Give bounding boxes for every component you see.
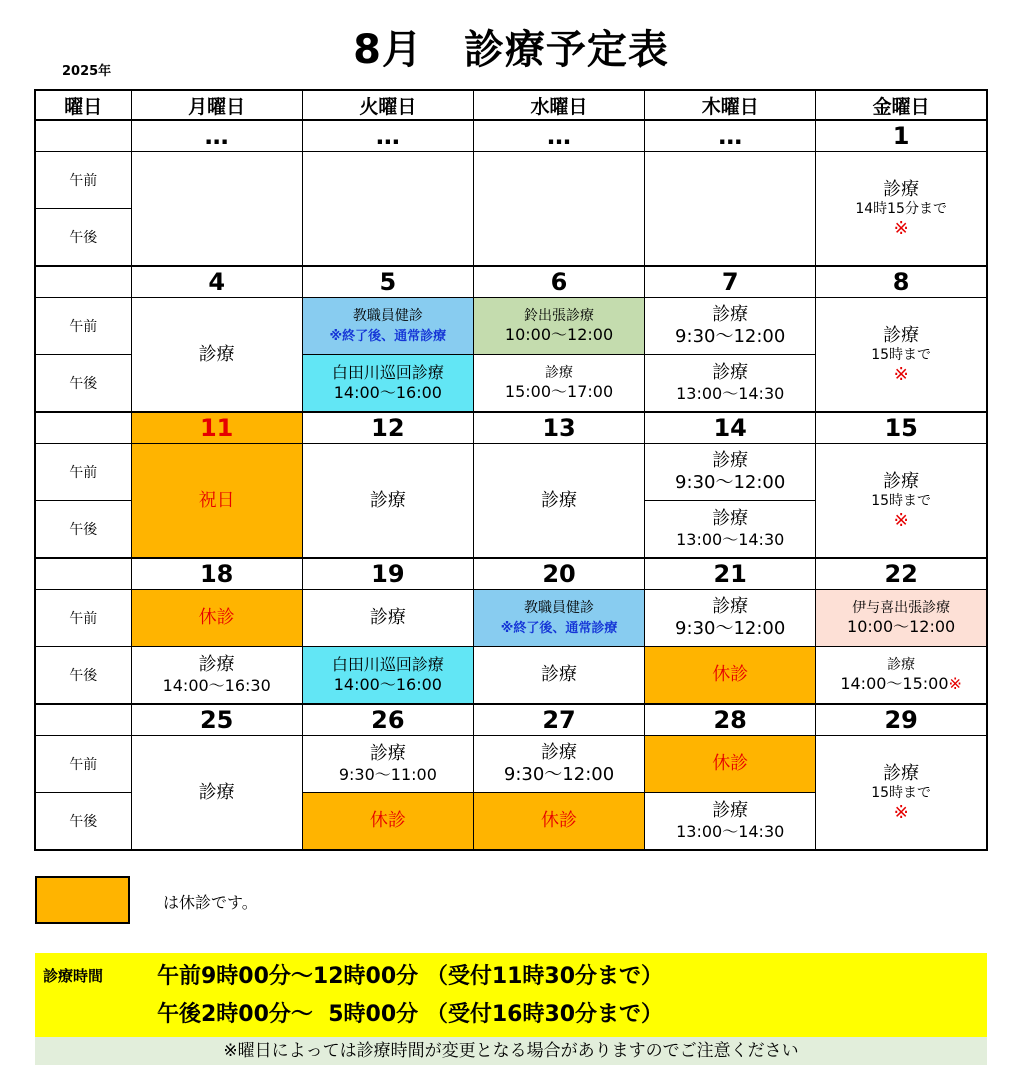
week-4-pm-row (35, 647, 987, 705)
schedule-cell (816, 736, 987, 851)
hours-pm: 午後2時00分～ 5時00分 （受付16時30分まで） (157, 1002, 664, 1027)
schedule-cell (645, 590, 816, 647)
date-cell-holiday: 11 (131, 412, 302, 444)
date-blank (35, 266, 131, 298)
cell-time: 9:30～12:00 (503, 764, 615, 785)
date-blank (35, 120, 131, 152)
cell-main: 診療 (883, 470, 920, 492)
week-4-am-row (35, 590, 987, 647)
schedule-cell (816, 590, 987, 647)
schedule-cell (302, 298, 473, 355)
cell-time: 13:00～14:30 (676, 530, 785, 549)
cell-main: 診療 (198, 654, 235, 675)
schedule-cell (645, 793, 816, 851)
schedule-cell: 診療 (473, 444, 644, 559)
period-pm-label: 午後 (35, 647, 131, 705)
schedule-cell (302, 355, 473, 413)
cell-time: 13:00～14:30 (676, 822, 785, 841)
schedule-cell (645, 444, 816, 501)
cell-time: 10:00～12:00 (504, 324, 614, 344)
cell-main: 診療 (887, 656, 916, 673)
schedule-cell (473, 152, 644, 267)
week-4-date-row (35, 558, 987, 590)
notice-text: ※曜日によっては診療時間が変更となる場合がありますのでご注意ください (35, 1037, 987, 1065)
legend-swatch (35, 876, 130, 924)
period-pm-label: 午後 (35, 793, 131, 851)
date-cell: 13 (473, 412, 644, 444)
date-blank (35, 412, 131, 444)
period-am-label: 午前 (35, 298, 131, 355)
cell-main: 診療 (369, 743, 406, 764)
cell-main: 鈴出張診療 (524, 307, 595, 324)
date-cell: 18 (131, 558, 302, 590)
cell-time: 13:00～14:30 (676, 384, 785, 403)
cell-time: 9:30～12:00 (675, 472, 786, 493)
date-blank (35, 558, 131, 590)
week-1-date-row (35, 120, 987, 152)
closed-cell: 休診 (473, 793, 644, 851)
date-cell: 28 (645, 704, 816, 736)
date-cell: 14 (645, 412, 816, 444)
schedule-cell (302, 736, 473, 793)
week-1-am-row (35, 152, 987, 209)
col-header-thu: 木曜日 (645, 90, 816, 120)
date-cell: 22 (816, 558, 987, 590)
closed-cell: 休診 (645, 736, 816, 793)
date-cell: … (131, 120, 302, 152)
schedule-table (34, 89, 988, 851)
cell-time: 10:00～12:00 (847, 616, 956, 636)
schedule-cell (645, 298, 816, 355)
week-2-am-row (35, 298, 987, 355)
week-2-date-row (35, 266, 987, 298)
cell-time: 15:00～17:00 (504, 381, 614, 401)
schedule-cell: 診療 (131, 298, 302, 413)
schedule-cell (302, 152, 473, 267)
cell-time: 14:00～16:00 (333, 383, 442, 402)
page-title: 8月 診療予定表 (353, 27, 669, 73)
cell-sub: 14時15分まで (855, 200, 947, 217)
date-cell: 19 (302, 558, 473, 590)
period-am-label: 午前 (35, 152, 131, 209)
cell-sub: 15時まで (871, 492, 932, 509)
asterisk-mark: ※ (948, 673, 962, 693)
asterisk-mark: ※ (893, 363, 909, 385)
date-cell: 15 (816, 412, 987, 444)
cell-sub: 15時まで (871, 784, 932, 801)
schedule-cell (473, 736, 644, 793)
cell-sub: 15時まで (871, 346, 932, 363)
cell-main: 診療 (712, 508, 749, 529)
date-cell: 29 (816, 704, 987, 736)
period-am-label: 午前 (35, 736, 131, 793)
period-pm-label: 午後 (35, 501, 131, 559)
cell-main: 診療 (712, 362, 749, 383)
date-cell: 8 (816, 266, 987, 298)
date-cell: 27 (473, 704, 644, 736)
cell-main: 診療 (545, 364, 574, 381)
cell-main: 診療 (883, 324, 920, 346)
date-blank (35, 704, 131, 736)
period-am-label: 午前 (35, 590, 131, 647)
schedule-cell (131, 152, 302, 267)
legend-text: は休診です。 (163, 893, 258, 912)
cell-main: 白田川巡回診療 (331, 363, 444, 382)
hours-am: 午前9時00分～12時00分 （受付11時30分まで） (157, 964, 664, 989)
cell-time: 9:30～12:00 (675, 326, 786, 347)
cell-time: 14:00～16:00 (333, 675, 442, 694)
schedule-cell (302, 647, 473, 705)
closed-cell: 休診 (131, 590, 302, 647)
schedule-cell (473, 590, 644, 647)
period-am-label: 午前 (35, 444, 131, 501)
cell-time: 14:00～16:30 (162, 676, 271, 695)
cell-main: 診療 (712, 304, 749, 325)
schedule-cell: 診療 (302, 444, 473, 559)
holiday-cell: 祝日 (131, 444, 302, 559)
col-header-tue: 火曜日 (302, 90, 473, 120)
schedule-cell (816, 152, 987, 267)
cell-main: 診療 (712, 596, 749, 617)
schedule-cell: 診療 (302, 590, 473, 647)
cell-main: 診療 (712, 800, 749, 821)
header-row (35, 90, 987, 120)
week-5-date-row (35, 704, 987, 736)
date-cell: … (473, 120, 644, 152)
col-header-mon: 月曜日 (131, 90, 302, 120)
closed-cell: 休診 (645, 647, 816, 705)
date-cell: … (302, 120, 473, 152)
cell-main: 白田川巡回診療 (331, 655, 444, 674)
closed-cell: 休診 (302, 793, 473, 851)
schedule-cell (816, 444, 987, 559)
week-5-am-row (35, 736, 987, 793)
schedule-cell (816, 298, 987, 413)
col-header-wed: 水曜日 (473, 90, 644, 120)
schedule-cell (645, 152, 816, 267)
date-cell: 12 (302, 412, 473, 444)
schedule-cell (816, 647, 987, 705)
date-cell: 20 (473, 558, 644, 590)
schedule-cell (473, 355, 644, 413)
cell-time: 9:30～11:00 (338, 765, 437, 784)
cell-main: 診療 (883, 762, 920, 784)
cell-time: 14:00～15:00 (840, 673, 949, 693)
date-cell: 7 (645, 266, 816, 298)
asterisk-mark: ※ (893, 509, 909, 531)
col-header-fri: 金曜日 (816, 90, 987, 120)
cell-time: 9:30～12:00 (675, 618, 786, 639)
year-label: 2025年 (62, 64, 112, 79)
asterisk-mark: ※ (893, 217, 909, 239)
week-3-date-row (35, 412, 987, 444)
date-cell: 5 (302, 266, 473, 298)
period-pm-label: 午後 (35, 355, 131, 413)
schedule-cell: 診療 (131, 736, 302, 851)
period-pm-label: 午後 (35, 209, 131, 267)
date-cell: 21 (645, 558, 816, 590)
cell-note: ※終了後、通常診療 (500, 621, 618, 636)
date-cell: 6 (473, 266, 644, 298)
cell-main: 診療 (712, 450, 749, 471)
cell-main: 診療 (883, 178, 920, 200)
col-header-weekday: 曜日 (35, 90, 131, 120)
schedule-cell (473, 298, 644, 355)
schedule-cell: 診療 (473, 647, 644, 705)
asterisk-mark: ※ (893, 801, 909, 823)
schedule-cell (645, 501, 816, 559)
schedule-cell (131, 647, 302, 705)
hours-label: 診療時間 (43, 967, 104, 985)
week-3-am-row (35, 444, 987, 501)
schedule-cell (645, 355, 816, 413)
cell-main: 診療 (541, 742, 578, 763)
cell-main: 教職員健診 (352, 308, 423, 324)
hours-banner (35, 953, 987, 1037)
date-cell: … (645, 120, 816, 152)
date-cell: 25 (131, 704, 302, 736)
date-cell: 4 (131, 266, 302, 298)
date-cell: 26 (302, 704, 473, 736)
date-cell: 1 (816, 120, 987, 152)
cell-time-line (816, 674, 986, 694)
cell-main: 教職員健診 (524, 600, 595, 616)
cell-main: 伊与喜出張診療 (852, 599, 951, 616)
cell-note: ※終了後、通常診療 (329, 329, 447, 344)
